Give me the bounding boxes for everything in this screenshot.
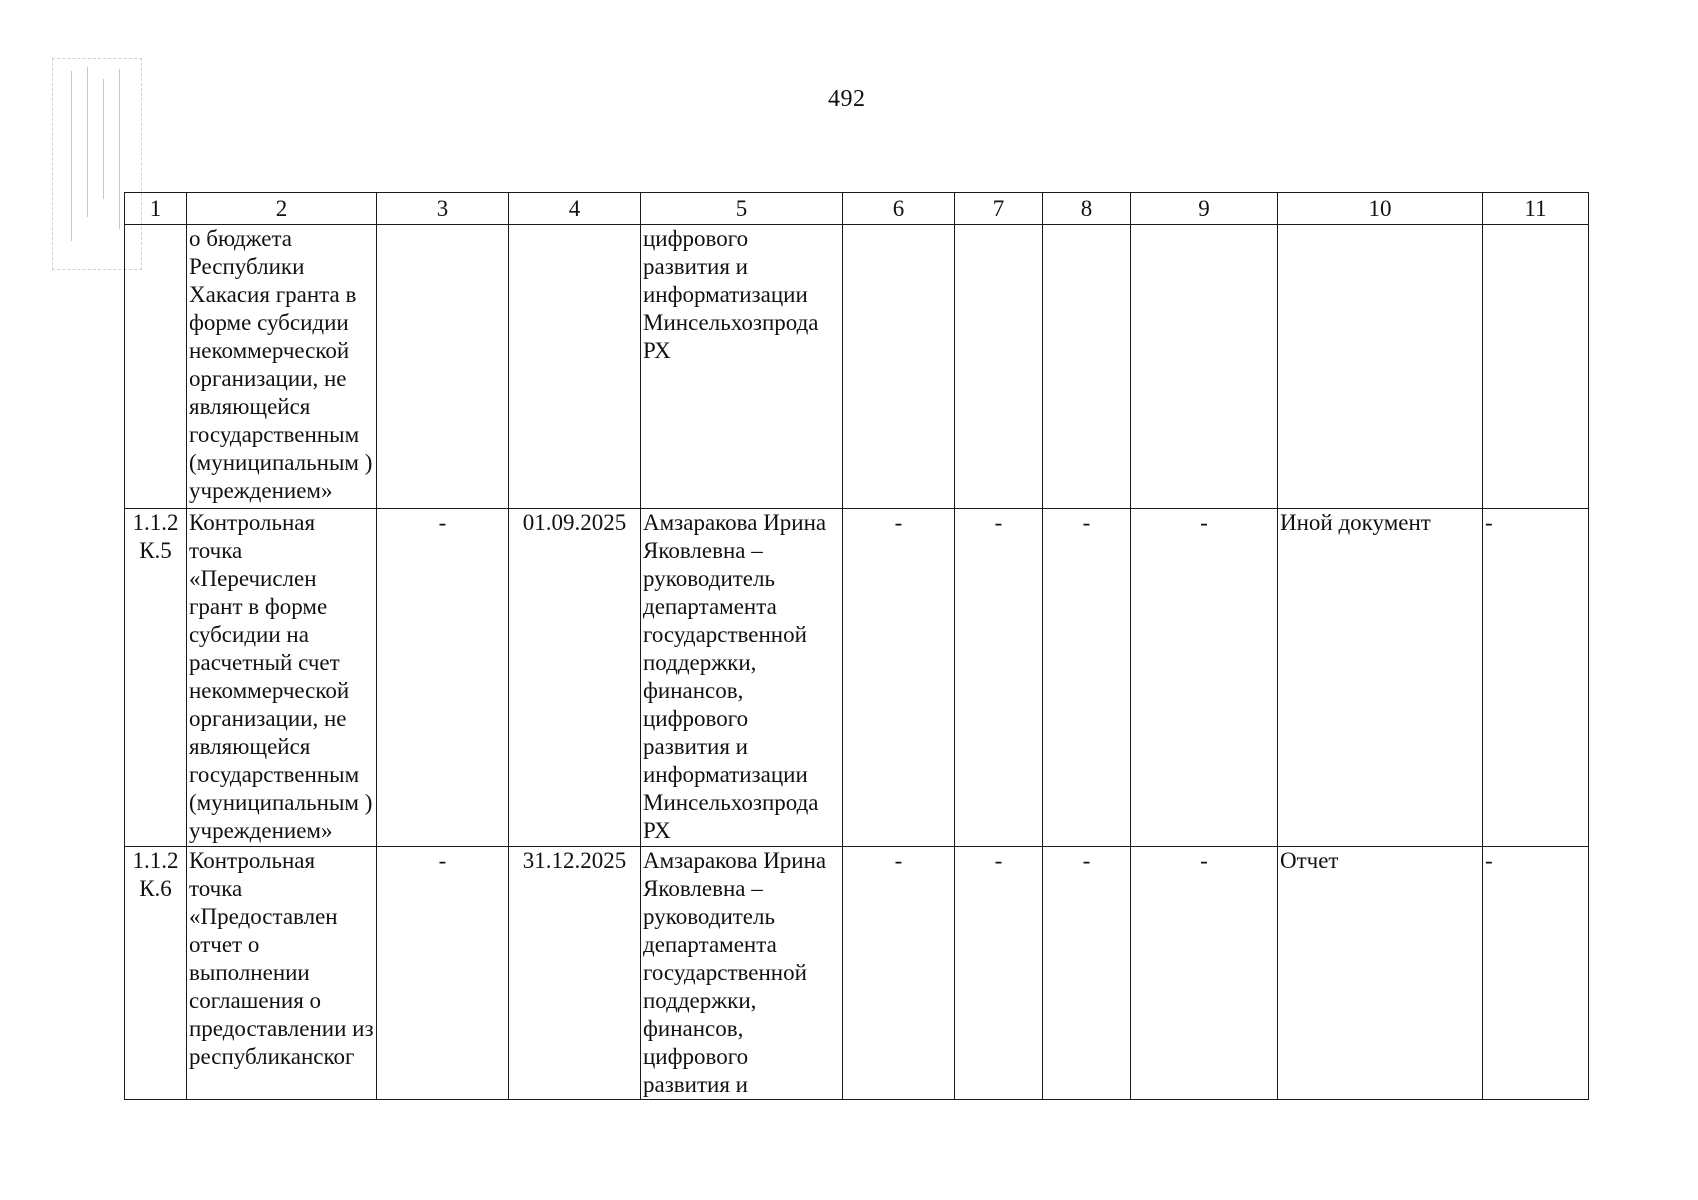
responsible-cell: цифрового развития и информатизации Минсельхозпрода РХ xyxy=(641,225,843,509)
table-cell: - xyxy=(955,509,1043,847)
table-cell: - xyxy=(843,509,955,847)
table-cell xyxy=(1043,225,1131,509)
column-header: 1 xyxy=(125,193,187,225)
table-cell: - xyxy=(377,847,509,1100)
table-cell: - xyxy=(1131,509,1278,847)
table-row xyxy=(125,225,1589,509)
table-cell xyxy=(955,225,1043,509)
table-cell: - xyxy=(1043,847,1131,1100)
table-cell xyxy=(1483,225,1589,509)
table-cell: - xyxy=(955,847,1043,1100)
column-header: 8 xyxy=(1043,193,1131,225)
table-cell: - xyxy=(1043,509,1131,847)
column-header: 6 xyxy=(843,193,955,225)
document-type-cell xyxy=(1278,225,1483,509)
date-cell xyxy=(509,225,641,509)
table-cell: - xyxy=(1131,847,1278,1100)
document-type-cell: Иной документ xyxy=(1278,509,1483,847)
row-number-cell xyxy=(125,225,187,509)
event-name-cell: о бюджета Республики Хакасия гранта в форме субсидии некоммерческой организации, не являющейся государственным (муниципальным ) учреждением» xyxy=(187,225,377,509)
event-name-cell: Контрольная точка «Перечислен грант в форме субсидии на расчетный счет некоммерческой организации, не являющейся государственным (муниципальным ) учреждением» xyxy=(187,509,377,847)
table-cell: - xyxy=(1483,847,1589,1100)
column-header: 10 xyxy=(1278,193,1483,225)
table-row xyxy=(125,847,1589,1100)
column-header: 5 xyxy=(641,193,843,225)
column-header: 3 xyxy=(377,193,509,225)
column-header: 11 xyxy=(1483,193,1589,225)
page-number: 492 xyxy=(828,86,866,112)
table-cell xyxy=(1131,225,1278,509)
table-row xyxy=(125,509,1589,847)
row-number-cell: 1.1.2 К.6 xyxy=(125,847,187,1100)
table-header-row xyxy=(125,193,1589,225)
date-cell: 31.12.2025 xyxy=(509,847,641,1100)
table-cell xyxy=(843,225,955,509)
table-cell: - xyxy=(1483,509,1589,847)
row-number-cell: 1.1.2 К.5 xyxy=(125,509,187,847)
column-header: 2 xyxy=(187,193,377,225)
responsible-cell: Амзаракова Ирина Яковлевна – руководитель департамента государственной поддержки, финансов, цифрового развития и xyxy=(641,847,843,1100)
event-name-cell: Контрольная точка «Предоставлен отчет о выполнении соглашения о предоставлении из республиканског xyxy=(187,847,377,1100)
column-header: 7 xyxy=(955,193,1043,225)
responsible-cell: Амзаракова Ирина Яковлевна – руководитель департамента государственной поддержки, финансов, цифрового развития и информатизации Минсельхозпрода РХ xyxy=(641,509,843,847)
document-type-cell: Отчет xyxy=(1278,847,1483,1100)
column-header: 4 xyxy=(509,193,641,225)
table-cell: - xyxy=(843,847,955,1100)
table-cell xyxy=(377,225,509,509)
date-cell: 01.09.2025 xyxy=(509,509,641,847)
table-cell: - xyxy=(377,509,509,847)
plan-table xyxy=(124,192,1589,1100)
column-header: 9 xyxy=(1131,193,1278,225)
